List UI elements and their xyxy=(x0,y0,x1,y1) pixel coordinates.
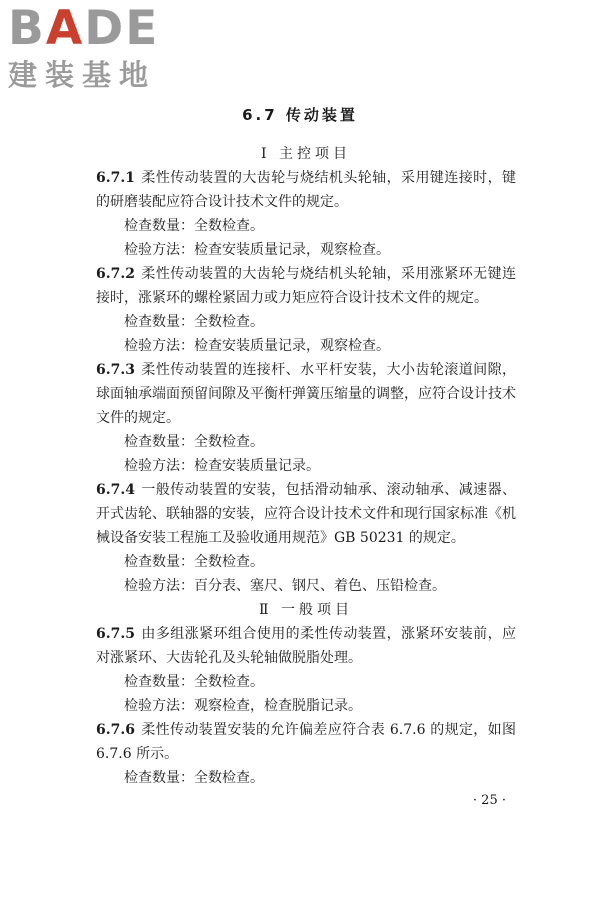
clause-text: 柔性传动装置的连接杆、水平杆安装，大小齿轮滚道间隙，球面轴承端面预留间隙及平衡杆弹簧压缩量的调整，应符合设计技术文件的规定。 xyxy=(96,362,516,426)
clause-text: 柔性传动装置的大齿轮与烧结机头轮轴，采用键连接时，键的研磨装配应符合设计技术文件的规定。 xyxy=(96,170,516,210)
clause-6-7-6 xyxy=(96,718,516,766)
document-body xyxy=(96,142,516,790)
clause-6-7-1 xyxy=(96,166,516,214)
inspection-quantity: 检查数量：全数检查。 xyxy=(124,770,264,786)
inspection-quantity: 检查数量：全数检查。 xyxy=(124,434,264,450)
inspection-quantity: 检查数量：全数检查。 xyxy=(124,674,264,690)
inspection-quantity: 检查数量：全数检查。 xyxy=(124,314,264,330)
clause-number: 6.7.2 xyxy=(96,266,135,282)
inspection-quantity: 检查数量：全数检查。 xyxy=(124,554,264,570)
clause-text: 柔性传动装置的大齿轮与烧结机头轮轴，采用涨紧环无键连接时，涨紧环的螺栓紧固力或力矩应符合设计技术文件的规定。 xyxy=(96,266,516,306)
brand-logo xyxy=(8,1,178,96)
section-title: 6.7 传动装置 xyxy=(242,106,358,124)
logo-subtitle: 建装基地 xyxy=(8,58,157,92)
logo-wordmark: BADE xyxy=(8,1,160,56)
general-heading: Ⅱ 一般项目 xyxy=(259,602,353,618)
inspection-method: 检验方法：检查安装质量记录，观察检查。 xyxy=(124,242,390,258)
clause-number: 6.7.5 xyxy=(96,626,135,642)
inspection-method: 检验方法：检查安装质量记录，观察检查。 xyxy=(124,338,390,354)
page-number: · 25 · xyxy=(472,793,506,808)
clause-text: 柔性传动装置安装的允许偏差应符合表 6.7.6 的规定，如图 6.7.6 所示。 xyxy=(96,722,516,762)
inspection-method: 检验方法：检查安装质量记录。 xyxy=(124,458,320,474)
clause-text: 由多组涨紧环组合使用的柔性传动装置，涨紧环安装前，应对涨紧环、大齿轮孔及头轮轴做脱脂处理。 xyxy=(96,626,516,666)
clause-number: 6.7.3 xyxy=(96,362,135,378)
clause-6-7-5 xyxy=(96,622,516,670)
clause-text: 一般传动装置的安装，包括滑动轴承、滚动轴承、减速器、开式齿轮、联轴器的安装，应符合设计技术文件和现行国家标准《机械设备安装工程施工及验收通用规范》GB 50231 的规定。 xyxy=(96,482,516,546)
clause-6-7-2 xyxy=(96,262,516,310)
main-control-heading: Ⅰ 主控项目 xyxy=(261,146,351,162)
inspection-method: 检验方法：百分表、塞尺、钢尺、着色、压铅检查。 xyxy=(124,578,446,594)
clause-number: 6.7.4 xyxy=(96,482,135,498)
clause-6-7-4 xyxy=(96,478,516,550)
inspection-method: 检验方法：观察检查，检查脱脂记录。 xyxy=(124,698,362,714)
inspection-quantity: 检查数量：全数检查。 xyxy=(124,218,264,234)
clause-6-7-3 xyxy=(96,358,516,430)
clause-number: 6.7.6 xyxy=(96,722,135,738)
clause-number: 6.7.1 xyxy=(96,170,135,186)
